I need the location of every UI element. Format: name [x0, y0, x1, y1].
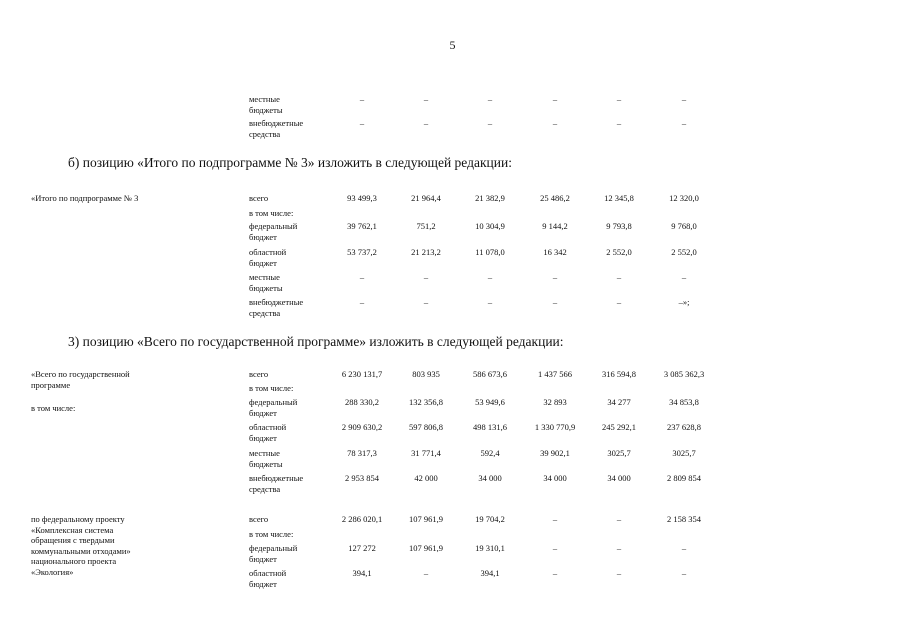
- table-cell-value: –: [552, 568, 558, 578]
- page-number: 5: [449, 38, 456, 52]
- table-cell-value: 498 131,6: [473, 422, 507, 432]
- table-cell-value: 19 310,1: [475, 543, 505, 553]
- table-cell-value: 78 317,3: [347, 448, 377, 458]
- funding-source-label: областной бюджет: [249, 568, 287, 589]
- table-cell-value: 9 144,2: [542, 221, 568, 231]
- table-cell-value: –: [423, 568, 429, 578]
- funding-source-label: федеральный бюджет: [249, 397, 298, 418]
- table-cell-value: 2 909 630,2: [341, 422, 383, 432]
- table-cell-value: 21 382,9: [475, 193, 505, 203]
- table-cell-value: 34 000: [607, 473, 631, 483]
- table-cell-value: 107 961,9: [409, 514, 443, 524]
- table-cell-value: 16 342: [543, 247, 567, 257]
- table-cell-value: –: [359, 118, 365, 128]
- table-cell-value: 93 499,3: [347, 193, 377, 203]
- table-cell-value: –: [681, 272, 687, 282]
- table-cell-value: 316 594,8: [602, 369, 636, 379]
- table-cell-value: –: [616, 297, 622, 307]
- table-cell-value: 21 213,2: [411, 247, 441, 257]
- funding-source-label: в том числе:: [249, 383, 294, 393]
- table-cell-value: 42 000: [414, 473, 438, 483]
- table-cell-value: 245 292,1: [602, 422, 636, 432]
- table-cell-value: 1 330 770,9: [534, 422, 576, 432]
- table-cell-value: 34 277: [607, 397, 631, 407]
- funding-source-label: областной бюджет: [249, 247, 287, 268]
- table-cell-value: 34 853,8: [669, 397, 699, 407]
- table-cell-value: –: [552, 514, 558, 524]
- table-cell-value: 2 552,0: [671, 247, 697, 257]
- table-cell-value: –: [487, 94, 493, 104]
- table-cell-value: –: [552, 118, 558, 128]
- table-cell-value: –: [616, 272, 622, 282]
- table-cell-value: –: [616, 514, 622, 524]
- table-cell-value: 39 762,1: [347, 221, 377, 231]
- table-cell-value: –: [423, 118, 429, 128]
- table-cell-value: 12 320,0: [669, 193, 699, 203]
- row-group-label: «Итого по подпрограмме № 3: [31, 193, 139, 203]
- table-cell-value: 19 704,2: [475, 514, 505, 524]
- funding-source-label: федеральный бюджет: [249, 543, 298, 564]
- funding-source-label: местные бюджеты: [249, 448, 283, 469]
- funding-source-label: федеральный бюджет: [249, 221, 298, 242]
- funding-source-label: в том числе:: [249, 208, 294, 218]
- table-cell-value: 132 356,8: [409, 397, 443, 407]
- table-cell-value: 25 486,2: [540, 193, 570, 203]
- table-cell-value: –: [616, 543, 622, 553]
- table-cell-value: –: [359, 94, 365, 104]
- section-heading-b: б) позицию «Итого по подпрограмме № 3» изложить в следующей редакции:: [68, 155, 512, 170]
- table-cell-value: 288 330,2: [345, 397, 379, 407]
- table-cell-value: 2 552,0: [606, 247, 632, 257]
- table-cell-value: 3025,7: [607, 448, 631, 458]
- table-cell-value: 2 286 020,1: [341, 514, 383, 524]
- table-cell-value: –: [423, 297, 429, 307]
- table-cell-value: –: [681, 94, 687, 104]
- table-cell-value: 21 964,4: [411, 193, 441, 203]
- table-cell-value: –: [552, 297, 558, 307]
- table-cell-value: –: [681, 543, 687, 553]
- funding-source-label: внебюджетные средства: [249, 118, 304, 139]
- table-cell-value: –: [359, 297, 365, 307]
- table-cell-value: –: [487, 118, 493, 128]
- table-cell-value: 751,2: [416, 221, 436, 231]
- funding-source-label: областной бюджет: [249, 422, 287, 443]
- section-heading-3: 3) позицию «Всего по государственной программе» изложить в следующей редакции:: [68, 334, 564, 349]
- funding-source-label: внебюджетные средства: [249, 473, 304, 494]
- table-cell-value: 39 902,1: [540, 448, 570, 458]
- table-cell-value: –: [552, 94, 558, 104]
- table-cell-value: 2 809 854: [667, 473, 701, 483]
- table-cell-value: –: [487, 297, 493, 307]
- funding-source-label: местные бюджеты: [249, 94, 283, 115]
- table-cell-value: –: [616, 568, 622, 578]
- table-cell-value: 53 737,2: [347, 247, 377, 257]
- table-cell-value: –»;: [678, 297, 690, 307]
- table-cell-value: 3 085 362,3: [663, 369, 705, 379]
- funding-source-label: всего: [249, 369, 269, 379]
- table-cell-value: 107 961,9: [409, 543, 443, 553]
- table-cell-value: –: [423, 272, 429, 282]
- table-cell-value: 10 304,9: [475, 221, 505, 231]
- table-cell-value: –: [616, 94, 622, 104]
- table-cell-value: 2 953 854: [345, 473, 379, 483]
- table-cell-value: 237 628,8: [667, 422, 701, 432]
- funding-source-label: всего: [249, 514, 269, 524]
- funding-source-label: внебюджетные средства: [249, 297, 304, 318]
- table-cell-value: 394,1: [352, 568, 372, 578]
- table-cell-value: –: [423, 94, 429, 104]
- row-group-label: «Всего по государственной программе: [31, 369, 130, 390]
- table-cell-value: 11 078,0: [475, 247, 505, 257]
- table-cell-value: 586 673,6: [473, 369, 507, 379]
- table-cell-value: 53 949,6: [475, 397, 505, 407]
- table-cell-value: 592,4: [480, 448, 500, 458]
- funding-source-label: в том числе:: [249, 529, 294, 539]
- table-cell-value: 31 771,4: [411, 448, 441, 458]
- table-cell-value: –: [552, 543, 558, 553]
- table-cell-value: –: [616, 118, 622, 128]
- table-cell-value: 32 893: [543, 397, 567, 407]
- table-cell-value: –: [359, 272, 365, 282]
- table-cell-value: –: [552, 272, 558, 282]
- table-cell-value: –: [681, 118, 687, 128]
- table-cell-value: 12 345,8: [604, 193, 634, 203]
- table-cell-value: 34 000: [478, 473, 502, 483]
- table-cell-value: 1 437 566: [538, 369, 572, 379]
- table-cell-value: 2 158 354: [667, 514, 701, 524]
- table-cell-value: 597 806,8: [409, 422, 443, 432]
- row-group-label: по федеральному проекту «Комплексная система обращения с твердыми коммунальными отходами» национального проекта «Экология»: [31, 514, 131, 577]
- table-cell-value: 6 230 131,7: [341, 369, 383, 379]
- table-cell-value: 3025,7: [672, 448, 696, 458]
- table-cell-value: 34 000: [543, 473, 567, 483]
- table-cell-value: 394,1: [480, 568, 500, 578]
- table-cell-value: 9 768,0: [671, 221, 697, 231]
- funding-source-label: всего: [249, 193, 269, 203]
- table-cell-value: 9 793,8: [606, 221, 632, 231]
- table-cell-value: –: [487, 272, 493, 282]
- table-cell-value: 803 935: [412, 369, 440, 379]
- row-group-sublabel: в том числе:: [31, 403, 76, 413]
- funding-source-label: местные бюджеты: [249, 272, 283, 293]
- table-cell-value: 127 272: [348, 543, 376, 553]
- table-cell-value: –: [681, 568, 687, 578]
